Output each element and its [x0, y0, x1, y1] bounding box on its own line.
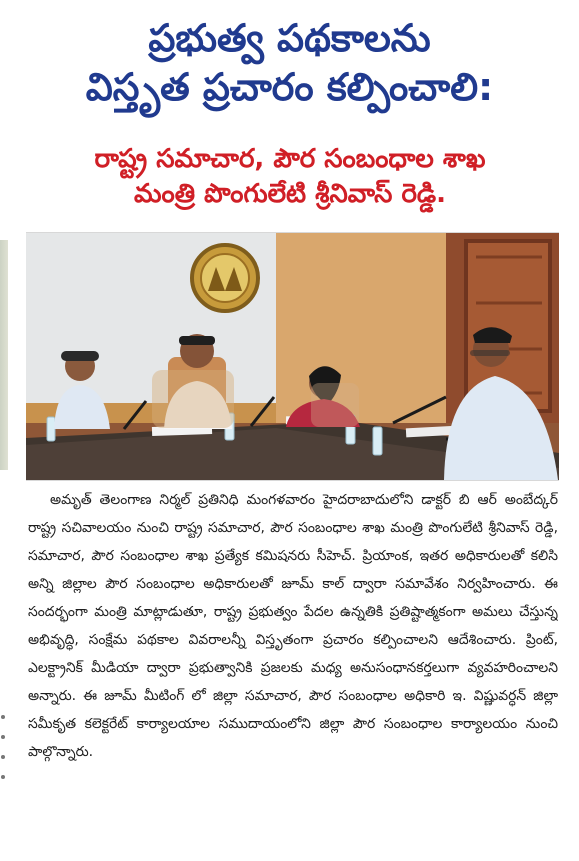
headline-line-1: ప్రభుత్వ పథకాలను: [148, 16, 431, 60]
adjacent-column-marks: [0, 715, 6, 795]
meeting-photo: [26, 232, 559, 481]
subheadline-line-2: మంత్రి పొంగులేటి శ్రీనివాస్ రెడ్డి.: [134, 179, 446, 210]
adjacent-column-edge: [0, 240, 8, 470]
subheadline-line-1: రాష్ట్ర సమాచార, పౌర సంబంధాల శాఖ: [94, 144, 486, 174]
subheadline: [20, 142, 560, 212]
article-body: అమృత్ తెలంగాణ నిర్మల్ ప్రతినిధి మంగళవారం హైదరాబాదులోని డాక్టర్ బి ఆర్ అంబేద్కర్ రాష్ట్ర సచివాలయం నుంచి రాష్ట్ర సమాచార, పౌర సంబంధాల శాఖ మంత్రి పొంగులేటి శ్రీనివాస్ రెడ్డి, సమాచార, పౌర సంబంధాల శాఖ ప్రత్యేక కమిషనరు సీహెచ్. ప్రియాంక, ఇతర అధికారులతో కలిసి అన్ని జిల్లాల పౌర సంబంధాల అధికారులతో జూమ్ కాల్ ద్వారా సమావేశం నిర్వహించారు. ఈ సందర్భంగా మంత్రి మాట్లాడుతూ, రాష్ట్ర ప్రభుత్వం పేదల ఉన్నతికి ప్రతిష్టాత్మకంగా అమలు చేస్తున్న అభివృద్ధి, సంక్షేమ పథకాల వివరాలన్నీ విస్తృతంగా ప్రచారం కల్పించాలని ఆదేశించారు. ప్రింట్, ఎలక్ట్రానిక్ మీడియా ద్వారా ప్రభుత్వానికి ప్రజలకు మధ్య అనుసంధానకర్తలుగా వ్యవహరించాలని అన్నారు. ఈ జూమ్ మీటింగ్ లో జిల్లా సమాచార, పౌర సంబంధాల అధికారి ఇ. విష్ణువర్ధన్ జిల్లా సమీకృత కలెక్టరేట్ కార్యాలయాల సముదాయంలోని జిల్లా పౌర సంబంధాల కార్యాలయం నుంచి పాల్గొన్నారు.: [28, 492, 558, 760]
headline-line-2: విస్తృత ప్రచారం కల్పించాలి:: [85, 65, 494, 110]
column-mark: [1, 775, 5, 779]
column-mark: [1, 755, 5, 759]
top-strip: [0, 0, 579, 14]
meeting-photo-illustration: [26, 233, 559, 480]
column-mark: [1, 715, 5, 719]
headline: [12, 18, 567, 108]
column-mark: [1, 735, 5, 739]
